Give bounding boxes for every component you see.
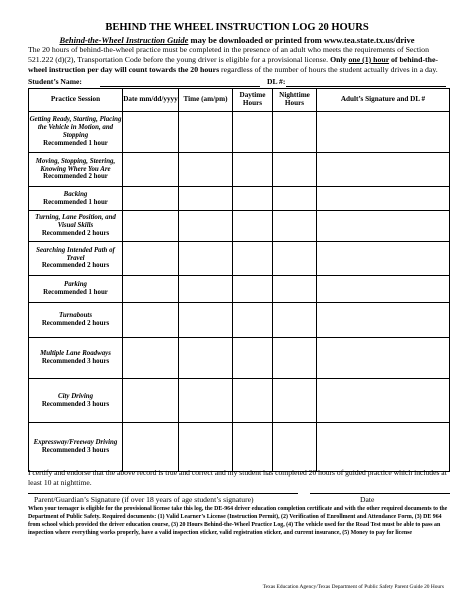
practice-session-cell (29, 276, 123, 303)
guide-download-text: may be downloaded or printed from www.tea.state.tx.us/drive (188, 35, 415, 45)
page-title: BEHIND THE WHEEL INSTRUCTION LOG 20 HOURS (105, 22, 369, 33)
daytime-hours-cell[interactable] (233, 338, 273, 379)
practice-session-cell (29, 303, 123, 338)
nighttime-hours-cell[interactable] (273, 303, 317, 338)
session-name: Moving, Stopping, Steering, Knowing Where You Are (35, 157, 116, 173)
daytime-hours-cell[interactable] (233, 211, 273, 242)
practice-session-cell (29, 112, 123, 153)
header-practice-session: Practice Session (29, 89, 123, 112)
intro-part2a: Only (330, 54, 349, 64)
daytime-hours-cell[interactable] (233, 423, 273, 472)
date-cell[interactable] (123, 303, 179, 338)
nighttime-hours-cell[interactable] (273, 211, 317, 242)
recommended-hours: Recommended 2 hours (41, 320, 110, 327)
table-row (29, 153, 450, 187)
time-cell[interactable] (179, 187, 233, 211)
table-header-row (29, 89, 450, 112)
daytime-hours-cell[interactable] (233, 276, 273, 303)
parent-signature-field[interactable] (28, 493, 298, 494)
table-row (29, 423, 450, 472)
time-cell[interactable] (179, 379, 233, 423)
practice-session-cell (29, 423, 123, 472)
date-cell[interactable] (123, 211, 179, 242)
certification-statement: I certify and endorse that the above record is true and correct and my student has completed 20 hours of guided practice which includes at least 10 at nighttime. (28, 468, 447, 487)
practice-session-cell (29, 187, 123, 211)
page-footer: Texas Education Agency/Texas Department of Public Safety Parent Guide 20 Hours (262, 584, 444, 590)
practice-session-cell (29, 211, 123, 242)
student-info-row (28, 77, 448, 86)
recommended-hours: Recommended 3 hours (41, 358, 110, 365)
table-row (29, 276, 450, 303)
time-cell[interactable] (179, 338, 233, 379)
parent-signature-label: Parent/Guardian’s Signature (if over 18 years of age student’s signature) (34, 495, 254, 504)
student-name-label: Student’s Name: (28, 77, 82, 86)
recommended-hours: Recommended 3 hours (41, 447, 110, 454)
table-row (29, 338, 450, 379)
nighttime-hours-cell[interactable] (273, 187, 317, 211)
guide-name: Behind-the-Wheel Instruction Guide (59, 35, 189, 45)
daytime-hours-cell[interactable] (233, 187, 273, 211)
time-cell[interactable] (179, 211, 233, 242)
time-cell[interactable] (179, 242, 233, 276)
recommended-hours: Recommended 2 hours (41, 262, 110, 270)
table-row (29, 211, 450, 242)
header-date: Date mm/dd/yyyy (123, 89, 179, 112)
nighttime-hours-cell[interactable] (273, 338, 317, 379)
session-name: Turning, Lane Position, and Visual Skills (35, 214, 116, 230)
table-row (29, 112, 450, 153)
session-name: Expressway/Freeway Driving (33, 439, 118, 447)
recommended-hours: Recommended 2 hours (41, 229, 110, 237)
dl-number-field[interactable] (286, 86, 446, 87)
session-name: Getting Ready, Starting, Placing the Vehicle in Motion, and Stopping (29, 116, 122, 139)
adult-signature-cell[interactable] (317, 112, 450, 153)
adult-signature-cell[interactable] (317, 338, 450, 379)
date-label: Date (360, 495, 375, 504)
date-cell[interactable] (123, 153, 179, 187)
daytime-hours-cell[interactable] (233, 153, 273, 187)
nighttime-hours-cell[interactable] (273, 379, 317, 423)
adult-signature-cell[interactable] (317, 153, 450, 187)
intro-part2c: of behind-the-wheel instruction per day will count towards the 20 hours (28, 54, 439, 74)
session-name: Backing (63, 190, 88, 198)
recommended-hours: Recommended 3 hours (41, 400, 110, 408)
header-daytime-hours: Daytime Hours (233, 89, 273, 112)
nighttime-hours-cell[interactable] (273, 112, 317, 153)
intro-part3: regardless of the number of hours the student actually drives in a day. (219, 64, 438, 74)
practice-session-cell (29, 242, 123, 276)
date-cell[interactable] (123, 187, 179, 211)
dl-label: DL #: (267, 77, 286, 86)
adult-signature-cell[interactable] (317, 242, 450, 276)
recommended-hours: Recommended 1 hour (43, 139, 108, 147)
session-name: Multiple Lane Roadways (40, 350, 111, 358)
table-row (29, 379, 450, 423)
guide-download-line (0, 35, 474, 45)
adult-signature-cell[interactable] (317, 276, 450, 303)
signature-date-field[interactable] (310, 493, 450, 494)
daytime-hours-cell[interactable] (233, 112, 273, 153)
date-cell[interactable] (123, 379, 179, 423)
intro-part1: The 20 hours of behind-the-wheel practice must be completed in the presence of an adult who meets the requirements of Section 521.222 (d)(2), Transportation Code before the young driver is eligible for a provisional license. (28, 45, 429, 64)
adult-signature-cell[interactable] (317, 303, 450, 338)
session-name: City Driving (57, 392, 94, 400)
nighttime-hours-cell[interactable] (273, 276, 317, 303)
date-cell[interactable] (123, 338, 179, 379)
intro-part2b: one (1) hour (348, 54, 390, 64)
practice-session-cell (29, 338, 123, 379)
nighttime-hours-cell[interactable] (273, 153, 317, 187)
table-row (29, 242, 450, 276)
session-name: Searching Intended Path of Travel (36, 246, 115, 262)
session-name: Parking (64, 281, 87, 289)
student-name-field[interactable] (100, 86, 260, 87)
table-row (29, 187, 450, 211)
date-cell[interactable] (123, 112, 179, 153)
adult-signature-cell[interactable] (317, 423, 450, 472)
adult-signature-cell[interactable] (317, 187, 450, 211)
intro-paragraph (28, 45, 448, 74)
adult-signature-cell[interactable] (317, 379, 450, 423)
daytime-hours-cell[interactable] (233, 303, 273, 338)
recommended-hours: Recommended 1 hour (43, 198, 108, 206)
date-cell[interactable] (123, 242, 179, 276)
time-cell[interactable] (179, 276, 233, 303)
practice-session-cell (29, 153, 123, 187)
session-name: Turnabouts (58, 312, 93, 320)
date-cell[interactable] (123, 276, 179, 303)
practice-log-table (28, 88, 450, 472)
recommended-hours: Recommended 1 hour (43, 289, 108, 296)
daytime-hours-cell[interactable] (233, 379, 273, 423)
header-nighttime-hours: Nighttime Hours (273, 89, 317, 112)
practice-session-cell (29, 379, 123, 423)
nighttime-hours-cell[interactable] (273, 242, 317, 276)
recommended-hours: Recommended 2 hour (43, 173, 108, 181)
adult-signature-cell[interactable] (317, 211, 450, 242)
time-cell[interactable] (179, 303, 233, 338)
time-cell[interactable] (179, 153, 233, 187)
header-adult-signature: Adult’s Signature and DL # (317, 89, 450, 112)
nighttime-hours-cell[interactable] (273, 423, 317, 472)
required-documents-note: When your teenager is eligible for the provisional license take this log, the DE-964 driver education completion certificate and with the other required documents to the Department of Public Safety. Required documents: (1) Valid Learner’s License (Instruction Permit), (2) Verification of Enrollment and Attendance Form, (3) DE 964 from school which provided the driver education course, (3) 20 Hours Behind-the-Wheel Practice Log, (4) The vehicle used for the Road Test must be able to pass an inspection where everything works properly, have a valid inspection sticker, valid registration sticker, and current insurance, (5) Money to pay for license (28, 506, 448, 536)
daytime-hours-cell[interactable] (233, 242, 273, 276)
time-cell[interactable] (179, 423, 233, 472)
header-time: Time (am/pm) (179, 89, 233, 112)
time-cell[interactable] (179, 112, 233, 153)
table-row (29, 303, 450, 338)
date-cell[interactable] (123, 423, 179, 472)
